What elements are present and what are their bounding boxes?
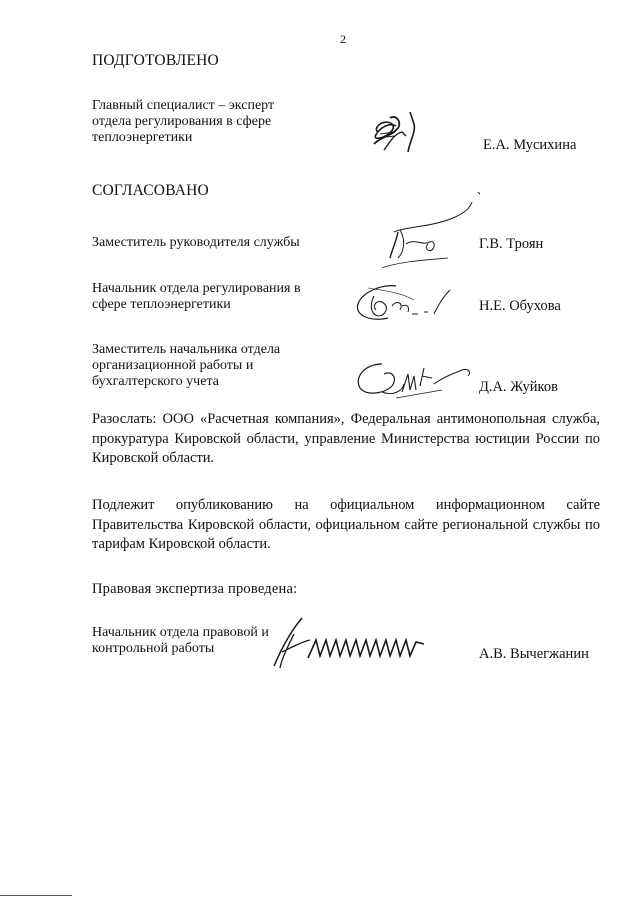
agreed-position-1: Заместитель руководителя службы xyxy=(92,235,300,250)
agreed-name-3: Д.А. Жуйков xyxy=(479,379,558,395)
page-number: 2 xyxy=(340,32,346,46)
legal-review-name: А.В. Вычегжанин xyxy=(479,646,589,662)
publication-paragraph: Подлежит опубликованию на официальном информационном сайте Правительства Кировской области, официальном сайте региональной службы по тарифам Кировской области. xyxy=(92,497,600,552)
agreed-name-1: Г.В. Троян xyxy=(479,236,544,252)
signature-obukhova xyxy=(352,276,456,328)
signature-troyan xyxy=(368,188,488,274)
distribution-paragraph: Разослать: ООО «Расчетная компания», Федеральная антимонопольная служба, прокуратура Кировской области, управление Министерства юстиции России по Кировской области. xyxy=(92,411,600,466)
agreed-position-3: Заместитель начальника отдела организационной работы и бухгалтерского учета xyxy=(92,342,281,389)
prepared-name: Е.А. Мусихина xyxy=(483,137,577,153)
signature-musikhina xyxy=(364,106,434,158)
prepared-position: Главный специалист – эксперт отдела регулирования в сфере теплоэнергетики xyxy=(92,98,275,145)
signature-zhuikov xyxy=(352,356,478,404)
signature-vychegzhanin xyxy=(264,612,436,672)
agreed-heading: СОГЛАСОВАНО xyxy=(92,182,209,199)
legal-review-position: Начальник отдела правовой и контрольной работы xyxy=(92,625,269,656)
prepared-heading: ПОДГОТОВЛЕНО xyxy=(92,52,219,69)
agreed-position-2: Начальник отдела регулирования в сфере теплоэнергетики xyxy=(92,281,301,312)
agreed-name-2: Н.Е. Обухова xyxy=(479,298,561,314)
legal-review-statement: Правовая экспертиза проведена: xyxy=(92,581,298,597)
footer-rule xyxy=(0,895,72,896)
